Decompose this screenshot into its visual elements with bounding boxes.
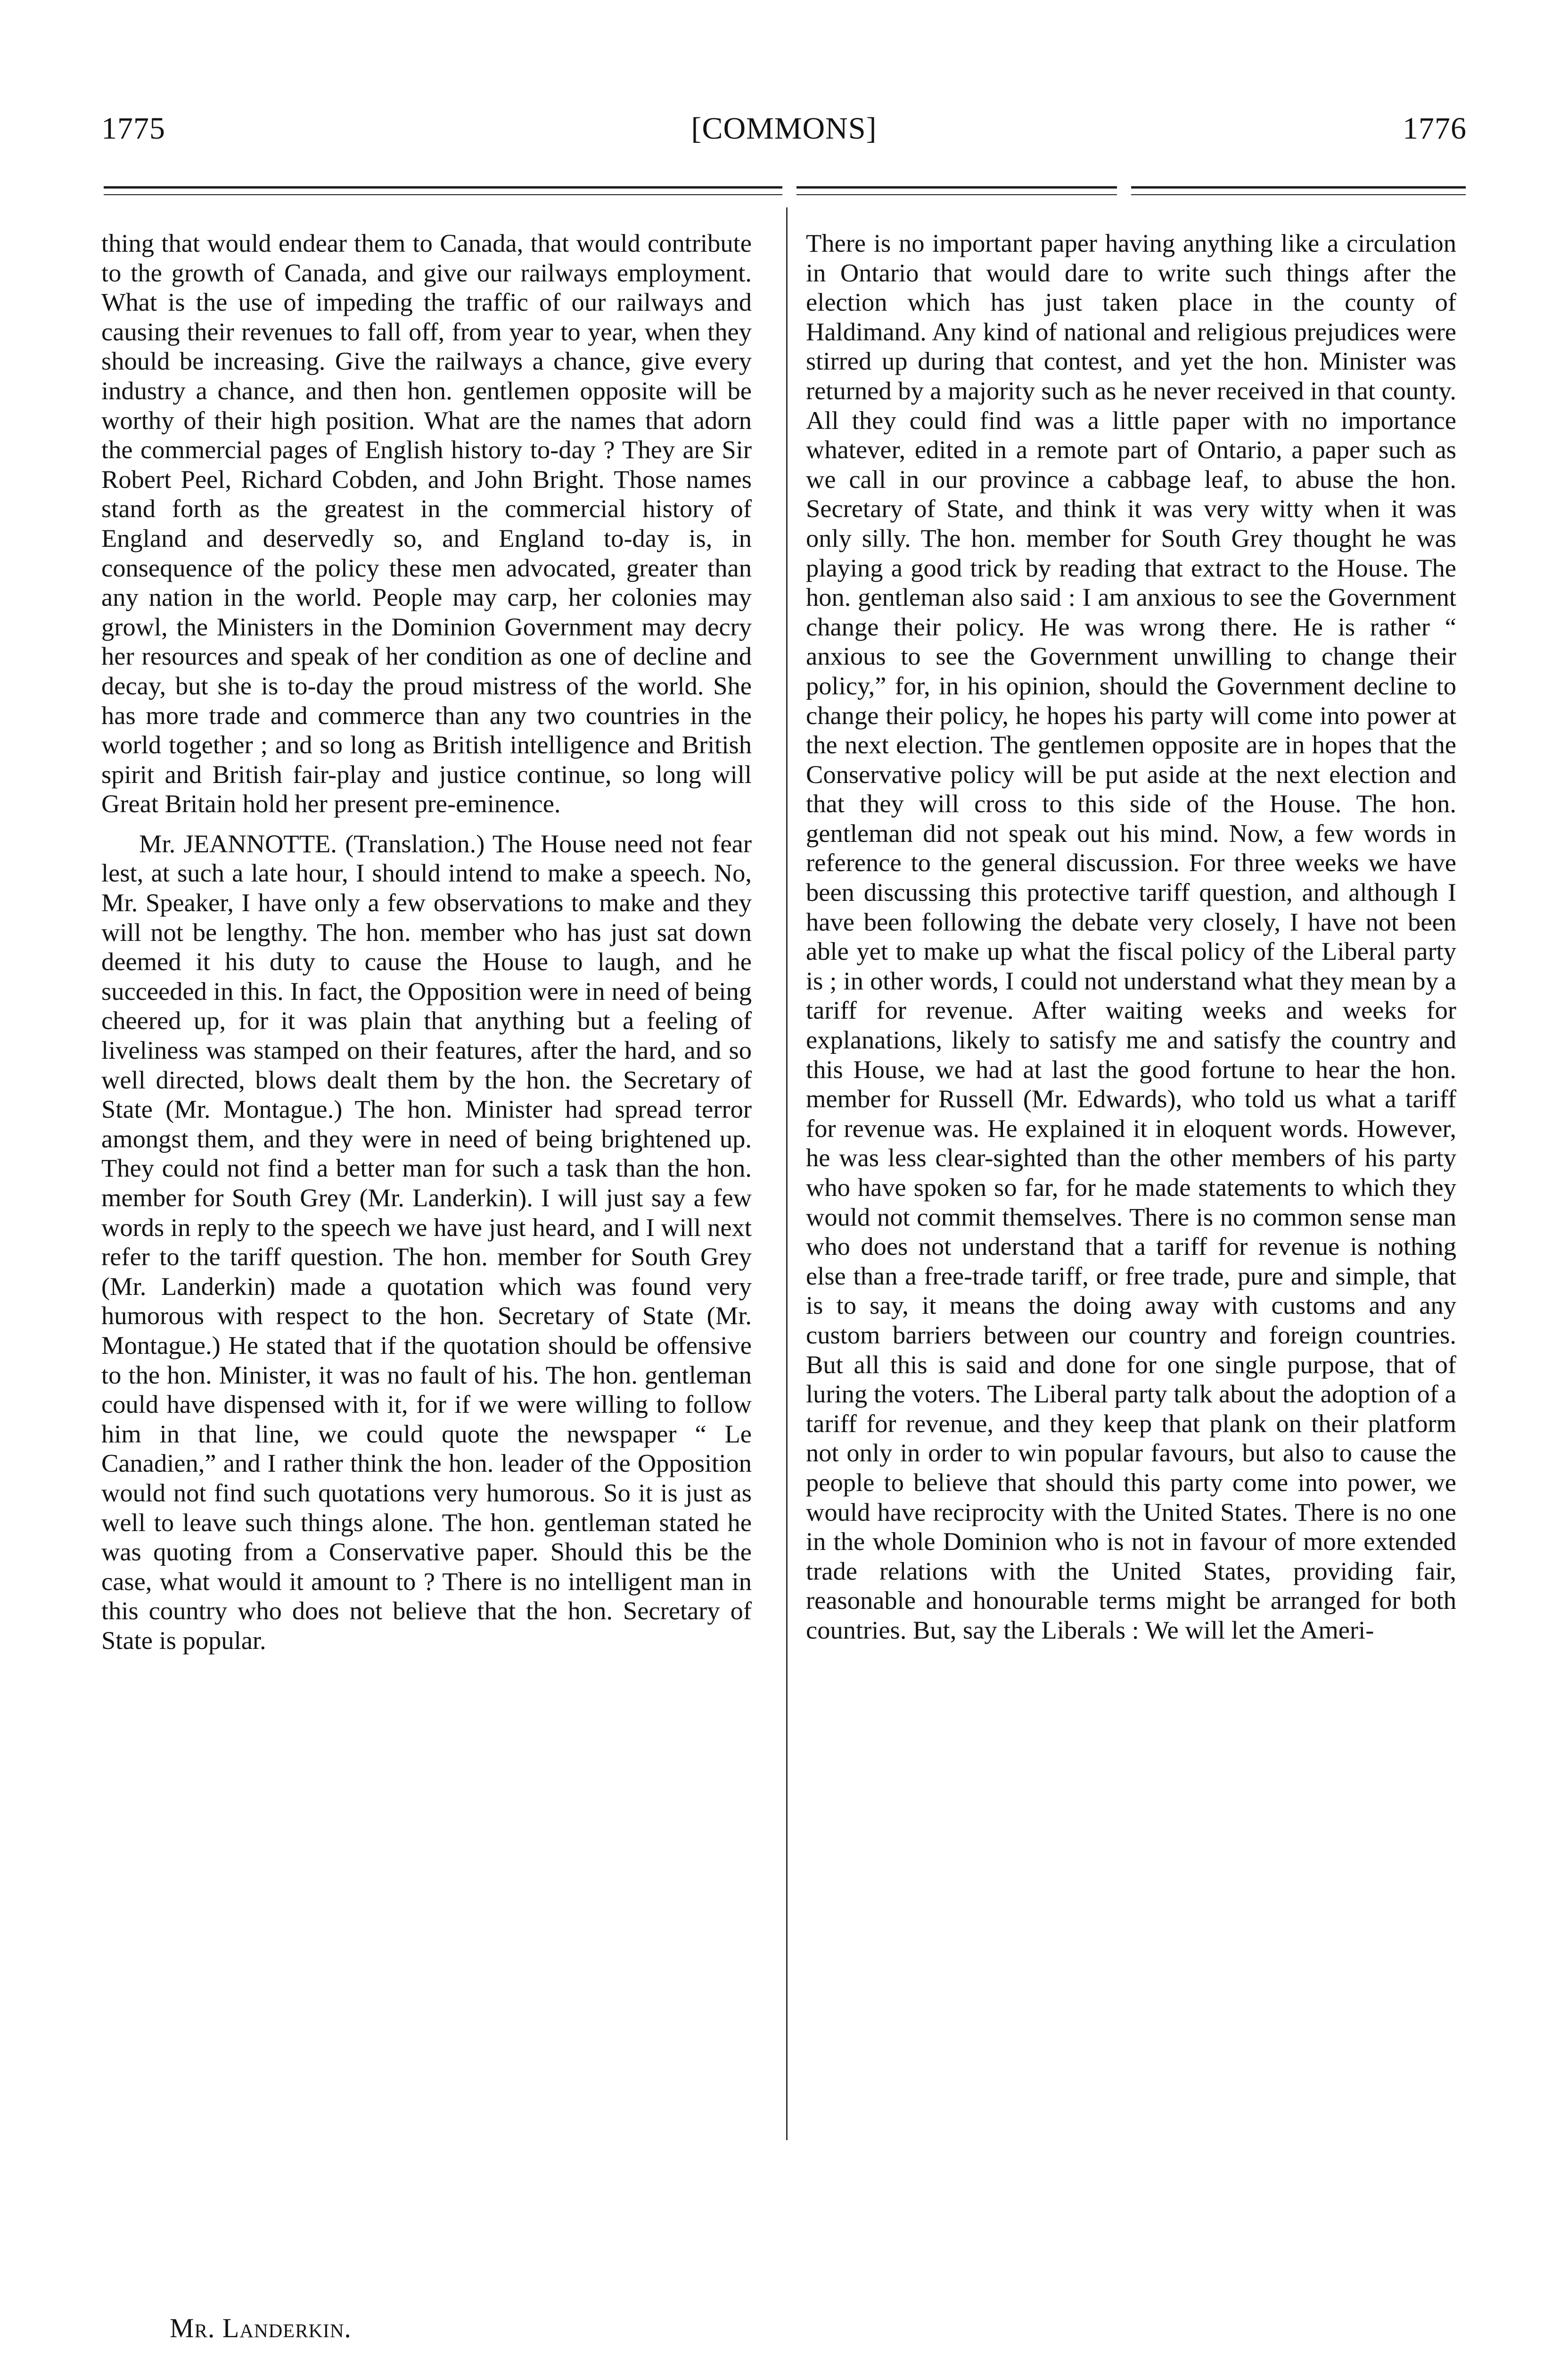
page-title: [COMMONS] <box>691 111 877 146</box>
page-header <box>0 106 1568 163</box>
header-rule <box>104 186 782 189</box>
left-column <box>101 229 752 1656</box>
header-rule-thin <box>104 194 782 195</box>
paragraph: Mr. JEANNOTTE. (Translation.) The House need not fear lest, at such a late hour, I should intend to make a speech. No, Mr. Speaker, I have only a few observations to make and they will not be lengthy. The hon. member who has just sat down deemed it his duty to cause the House to laugh, and he succeeded in this. In fact, the Opposition were in need of being cheered up, for it was plain that anything but a feeling of liveliness was stamped on their features, after the hard, and so well directed, blows dealt them by the hon. the Secretary of State (Mr. Montague.) The hon. Minister had spread terror amongst them, and they were in need of being brightened up. They could not find a better man for such a task than the hon. member for South Grey (Mr. Landerkin). I will just say a few words in reply to the speech we have just heard, and I will next refer to the tariff question. The hon. member for South Grey (Mr. Landerkin) made a quotation which was found very humorous with respect to the hon. Secretary of State (Mr. Montague.) He stated that if the quotation should be offensive to the hon. Minister, it was no fault of his. The hon. gentleman could have dispensed with it, for if we were willing to follow him in that line, we could quote the newspaper “ Le Canadien,” and I rather think the hon. leader of the Opposition would not find such quotations very humorous. So it is just as well to leave such things alone. The hon. gentleman stated he was quoting from a Conservative paper. Should this be the case, what would it amount to ? There is no intelligent man in this country who does not believe that the hon. Secretary of State is popular. <box>101 829 752 1655</box>
header-rule <box>1131 186 1466 189</box>
header-rule <box>796 186 1117 189</box>
right-column <box>806 229 1456 1645</box>
paragraph: There is no important paper having anything like a circulation in Ontario that would dare to write such things after the election which has just taken place in the county of Haldimand. Any kind of national and religious prejudices were stirred up during that contest, and yet the hon. Minister was returned by a majority such as he never received in that county. All they could find was a little paper with no importance whatever, edited in a remote part of Ontario, a paper such as we call in our province a cabbage leaf, to abuse the hon. Secretary of State, and think it was very witty when it was only silly. The hon. member for South Grey thought he was playing a good trick by reading that extract to the House. The hon. gentleman also said : I am anxious to see the Government change their policy. He was wrong there. He is rather “ anxious to see the Government unwilling to change their policy,” for, in his opinion, should the Government decline to change their policy, he hopes his party will come into power at the next election. The gentlemen opposite are in hopes that the Conservative policy will be put aside at the next election and that they will cross to this side of the House. The hon. gentleman did not speak out his mind. Now, a few words in reference to the general discussion. For three weeks we have been discussing this protective tariff question, and although I have been following the debate very closely, I have not been able yet to make up what the fiscal policy of the Liberal party is ; in other words, I could not understand what they mean by a tariff for revenue. After waiting weeks and weeks for explanations, likely to satisfy me and satisfy the country and this House, we had at last the good fortune to hear the hon. member for Russell (Mr. Edwards), who told us what a tariff for revenue was. He explained it in eloquent words. However, he was less clear-sighted than the other members of his party who have spoken so far, for he made statements to which they would not commit themselves. There is no common sense man who does not understand that a tariff for revenue is nothing else than a free-trade tariff, or free trade, pure and simple, that is to say, it means the doing away with customs and any custom barriers between our country and foreign countries. But all this is said and done for one single purpose, that of luring the voters. The Liberal party talk about the adoption of a tariff for revenue, and they keep that plank on their platform not only in order to win popular favours, but also to cause the people to believe that should this party come into power, we would have reciprocity with the United States. There is no one in the whole Dominion who is not in favour of more extended trade relations with the United States, providing fair, reasonable and honourable terms might be arranged for both countries. But, say the Liberals : We will let the Ameri- <box>806 229 1456 1644</box>
header-rule-thin <box>1131 194 1466 195</box>
paragraph: thing that would endear them to Canada, that would contribute to the growth of Canada, and give our railways employment. What is the use of impeding the traffic of our railways and causing their revenues to fall off, from year to year, when they should be increasing. Give the railways a chance, give every industry a chance, and then hon. gentlemen opposite will be worthy of their high position. What are the names that adorn the commercial pages of English history to-day ? They are Sir Robert Peel, Richard Cobden, and John Bright. Those names stand forth as the greatest in the commercial history of England and deservedly so, and England to-day is, in consequence of the policy these men advocated, greater than any nation in the world. People may carp, her colonies may growl, the Ministers in the Dominion Government may decry her resources and speak of her condition as one of decline and decay, but she is to-day the proud mistress of the world. She has more trade and commerce than any two countries in the world together ; and so long as British intelligence and British spirit and British fair-play and justice continue, so long will Great Britain hold her present pre-eminence. <box>101 229 752 818</box>
header-rule-thin <box>796 194 1117 195</box>
column-divider <box>786 207 788 2140</box>
speaker-footer: Mr. Landerkin. <box>170 2313 352 2343</box>
page-number-right: 1776 <box>1403 111 1467 146</box>
page-number-left: 1775 <box>101 111 165 146</box>
